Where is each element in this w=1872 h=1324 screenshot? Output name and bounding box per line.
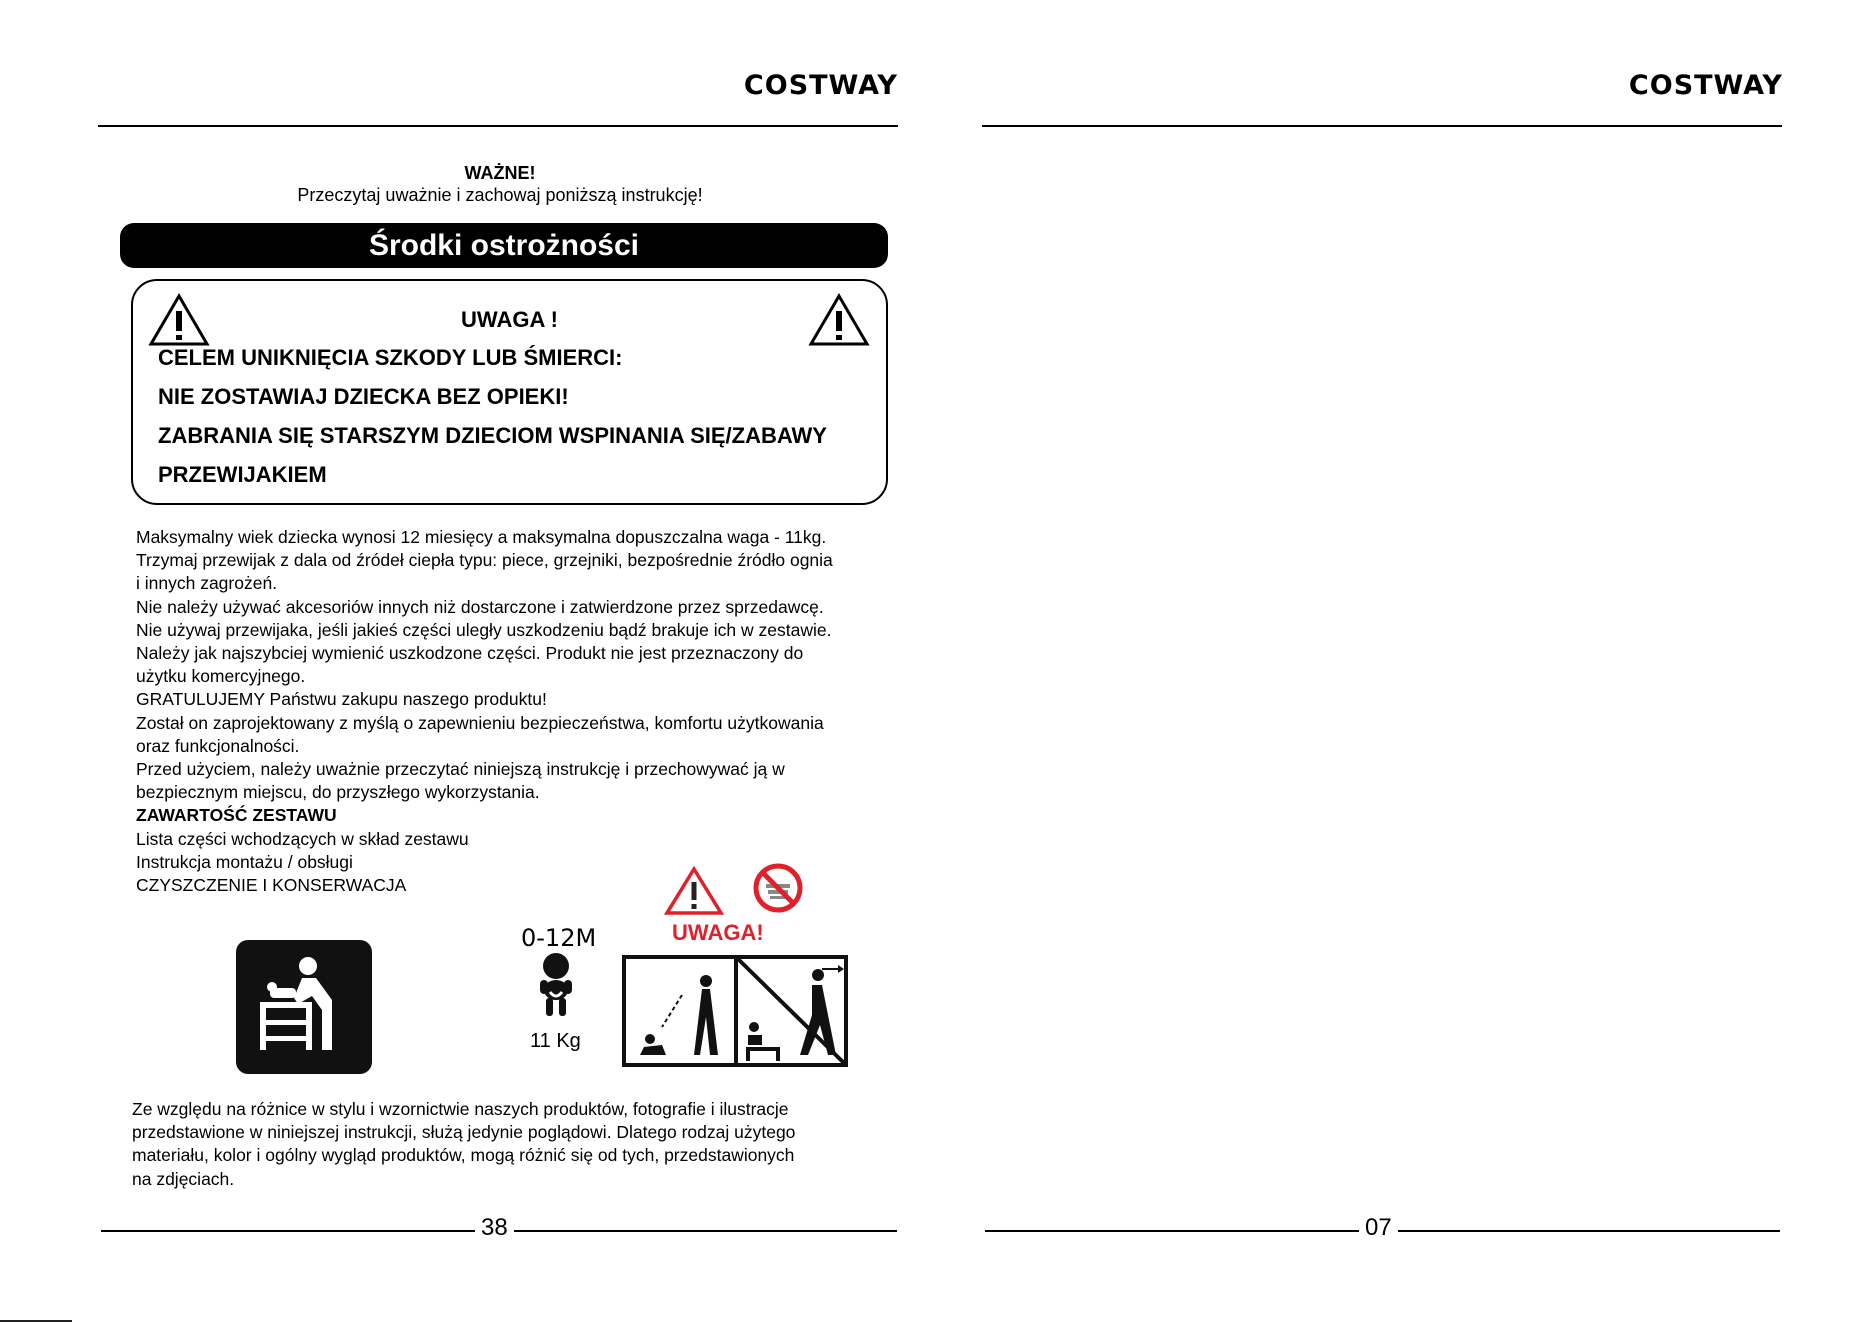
body-line: Nie należy używać akcesoriów innych niż dostarczone i zatwierdzone przez sprzedawcę. bbox=[136, 596, 824, 617]
body-line: użytku komercyjnego. bbox=[136, 666, 306, 687]
header-rule-right bbox=[982, 125, 1782, 127]
header-rule-left bbox=[98, 125, 898, 127]
warning-triangle-icon bbox=[664, 866, 724, 916]
edge-mark bbox=[0, 1320, 72, 1322]
weight-label: 11 Kg bbox=[530, 1030, 581, 1052]
age-label: 0-12M bbox=[521, 924, 597, 952]
body-line: Nie używaj przewijaka, jeśli jakieś części uległy uszkodzeniu bądź brakuje ich w zestawie. bbox=[136, 619, 832, 640]
body-line: GRATULUJEMY Państwu zakupu naszego produktu! bbox=[136, 689, 547, 710]
body-line: Trzymaj przewijak z dala od źródeł ciepła typu: piece, grzejniki, bezpośrednie źródło ognia bbox=[136, 550, 833, 571]
disclaimer-line: materiału, kolor i ogólny wygląd produktów, mogą różnić się od tych, przedstawionych bbox=[132, 1145, 795, 1166]
warning-pictogram-icon bbox=[622, 955, 848, 1067]
warning-box bbox=[131, 279, 888, 505]
safety-body-text bbox=[136, 526, 916, 897]
contents-item: Instrukcja montażu / obsługi bbox=[136, 851, 353, 872]
disclaimer-line: Ze względu na różnice w stylu i wzornictwie naszych produktów, fotografie i ilustracje bbox=[132, 1099, 789, 1119]
changing-table-icon bbox=[236, 940, 372, 1074]
baby-icon bbox=[534, 952, 578, 1024]
body-line: Maksymalny wiek dziecka wynosi 12 miesięcy a maksymalna dopuszczalna waga - 11kg. bbox=[136, 527, 827, 547]
warning-title: UWAGA ! bbox=[461, 307, 558, 332]
uwaga-red-label: UWAGA! bbox=[672, 920, 764, 945]
warning-line: NIE ZOSTAWIAJ DZIECKA BEZ OPIEKI! bbox=[158, 384, 569, 409]
page-number-right: 07 bbox=[1359, 1214, 1398, 1242]
important-subheading: Przeczytaj uważnie i zachowaj poniższą instrukcję! bbox=[297, 185, 703, 205]
important-heading: WAŻNE! bbox=[464, 163, 536, 183]
body-line: i innych zagrożeń. bbox=[136, 573, 278, 594]
warning-line: ZABRANIA SIĘ STARSZYM DZIECIOM WSPINANIA SIĘ/ZABAWY bbox=[158, 423, 827, 448]
disclaimer-line: na zdjęciach. bbox=[132, 1168, 235, 1189]
warning-triangle-icon bbox=[808, 293, 870, 347]
contents-item: Lista części wchodzących w skład zestawu bbox=[136, 828, 469, 849]
body-line: Został on zaprojektowany z myślą o zapewnieniu bezpieczeństwa, komfortu użytkowania bbox=[136, 712, 824, 733]
body-line: bezpiecznym miejscu, do przyszłego wykorzystania. bbox=[136, 782, 540, 803]
brand-logo-right: COSTWAY bbox=[1628, 70, 1783, 101]
disclaimer-text bbox=[132, 1098, 912, 1191]
body-line: Należy jak najszybciej wymienić uszkodzone części. Produkt nie jest przeznaczony do bbox=[136, 643, 804, 664]
body-line: Przed użyciem, należy uważnie przeczytać niniejszą instrukcję i przechowywać ją w bbox=[136, 759, 785, 780]
contents-item: CZYSZCZENIE I KONSERWACJA bbox=[136, 875, 407, 896]
safety-banner: Środki ostrożności bbox=[120, 223, 888, 268]
warning-line: CELEM UNIKNIĘCIA SZKODY LUB ŚMIERCI: bbox=[158, 345, 623, 370]
disclaimer-line: przedstawione w niniejszej instrukcji, służą jedynie poglądowi. Dlatego rodzaj użytego bbox=[132, 1122, 796, 1143]
warning-line: PRZEWIJAKIEM bbox=[158, 462, 327, 487]
page-number-left: 38 bbox=[475, 1214, 514, 1242]
body-line: oraz funkcjonalności. bbox=[136, 735, 300, 756]
no-climbing-icon bbox=[752, 862, 804, 914]
contents-heading: ZAWARTOŚĆ ZESTAWU bbox=[136, 805, 337, 826]
brand-logo-left: COSTWAY bbox=[743, 70, 898, 101]
